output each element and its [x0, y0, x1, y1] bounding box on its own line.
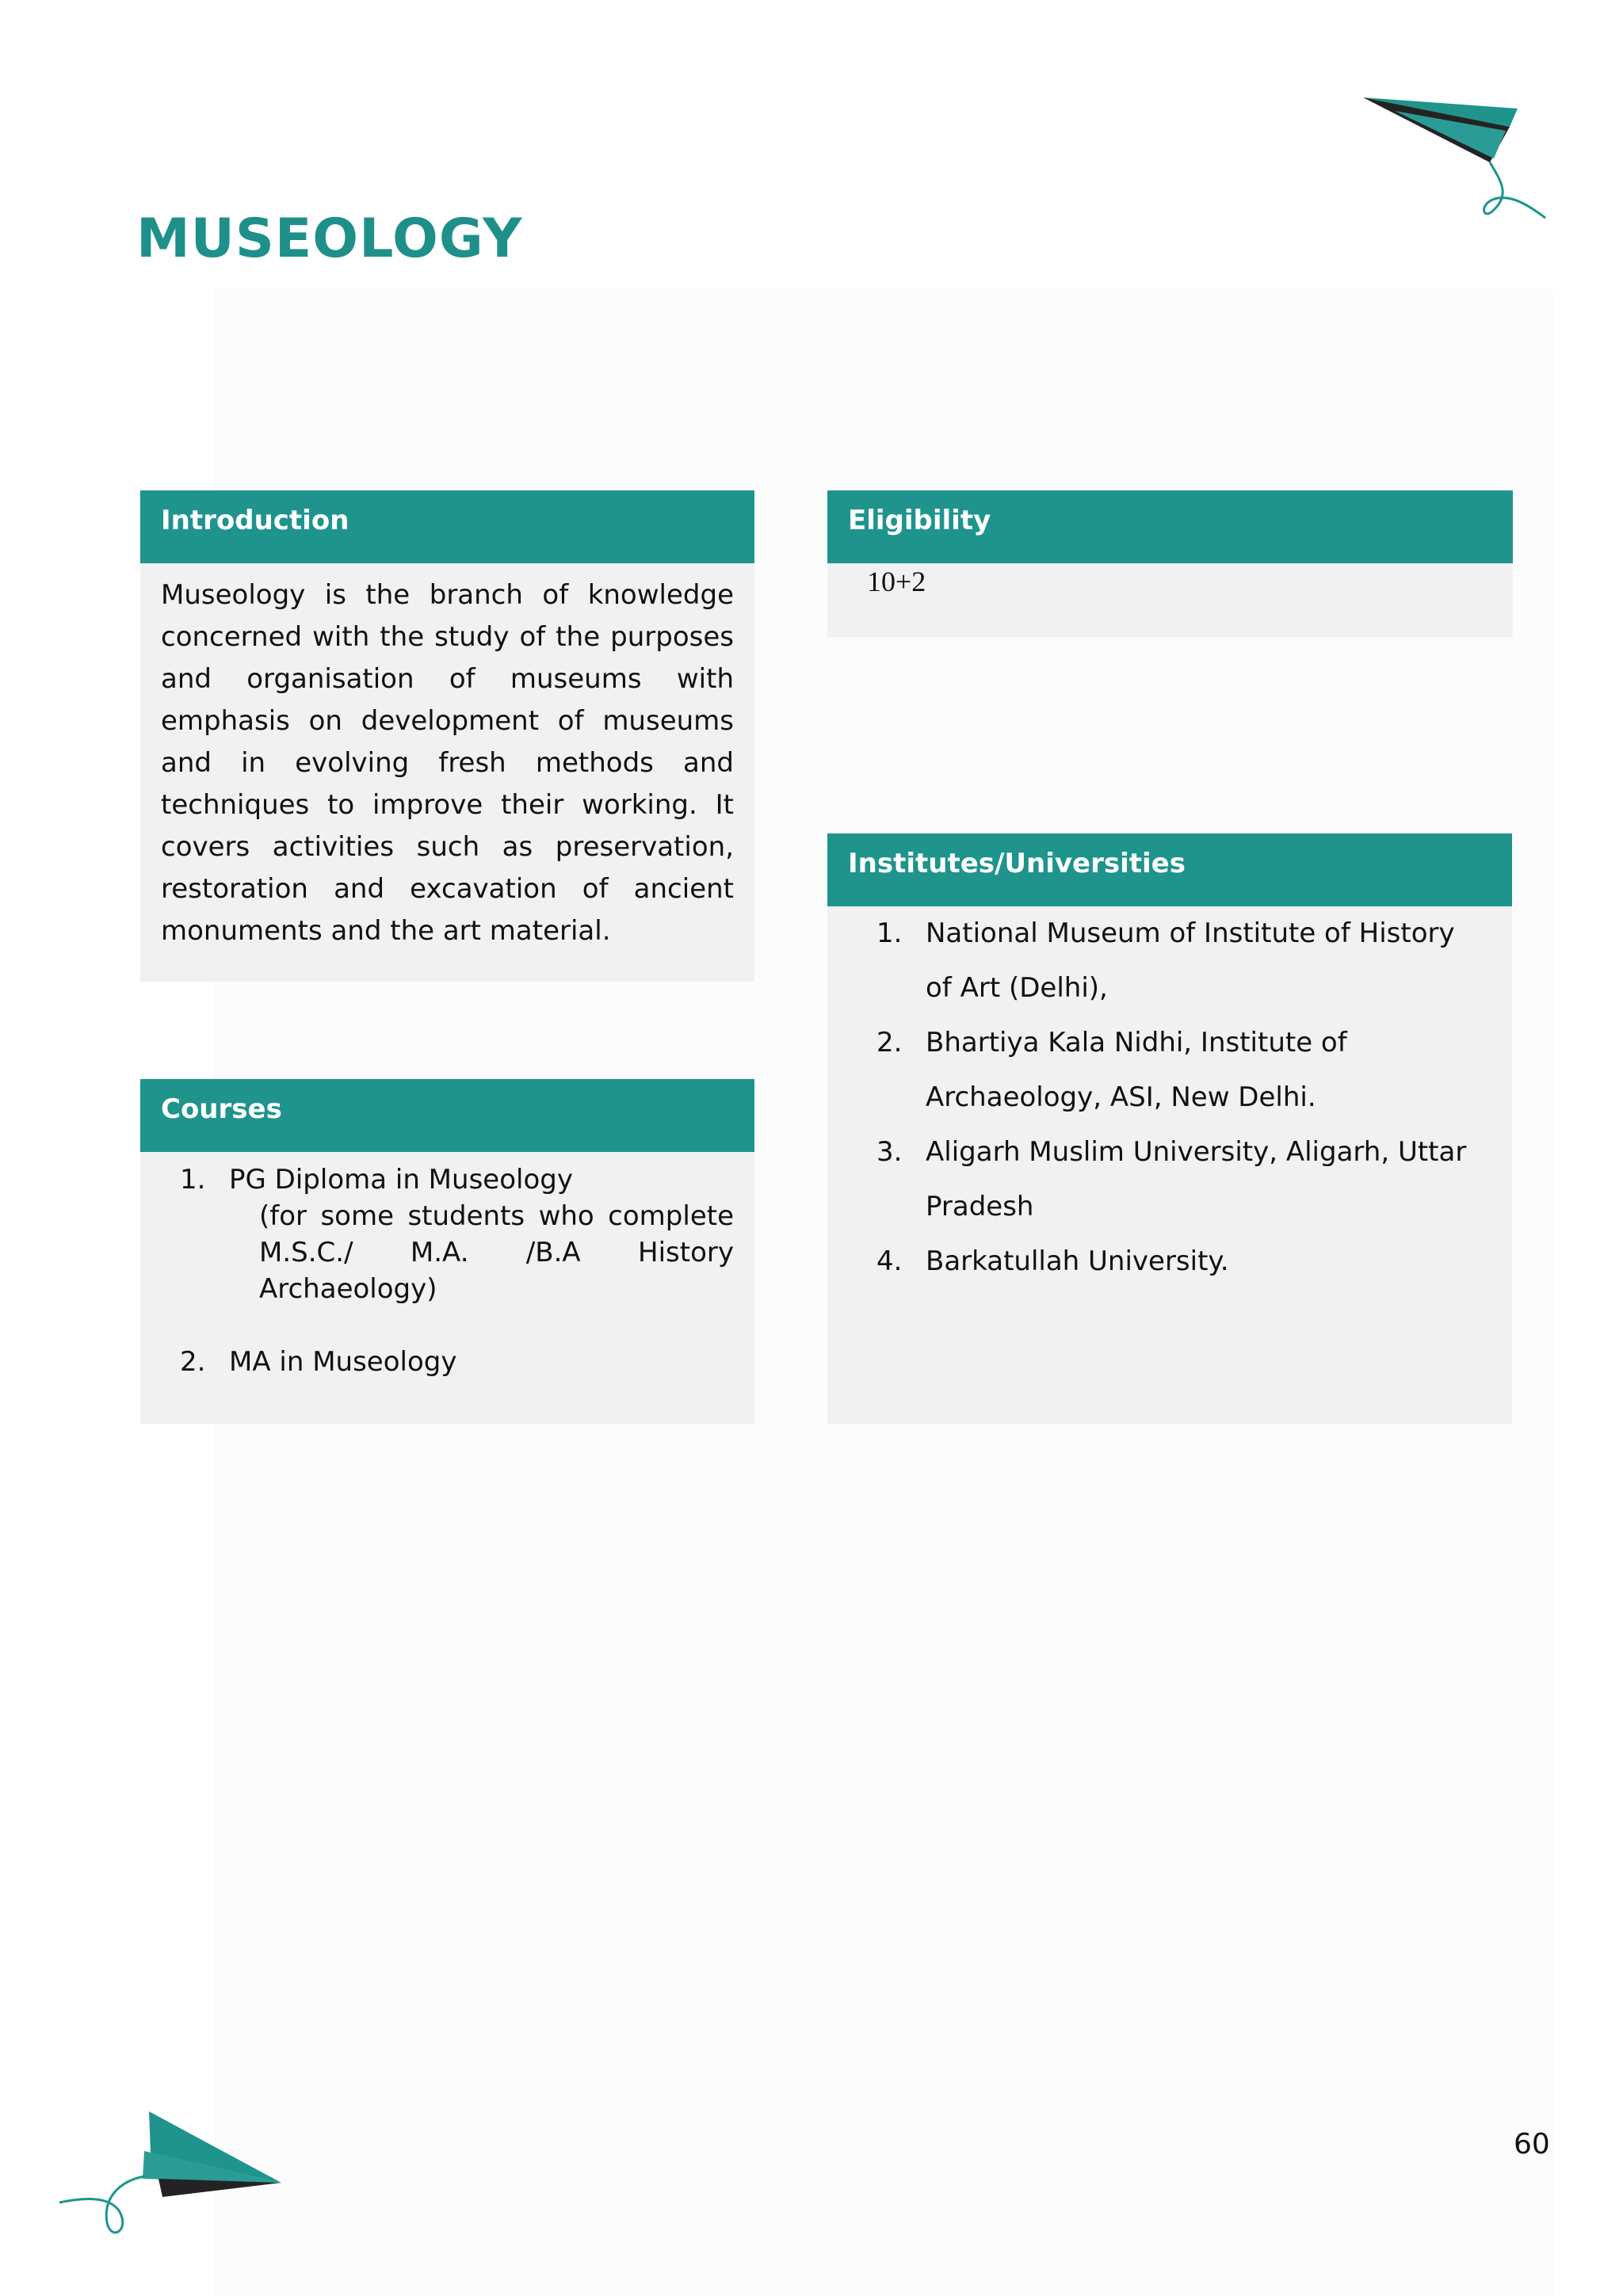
list-number: 4.	[876, 1245, 903, 1277]
list-item	[827, 1234, 1512, 1289]
courses-list	[140, 1152, 754, 1380]
page-title: MUSEOLOGY	[136, 208, 523, 270]
list-item-text: Aligarh Muslim University, Aligarh, Uttar Pradesh	[926, 1136, 1467, 1222]
paper-plane-icon-top	[1363, 91, 1553, 234]
course-title: PG Diploma in Museology	[229, 1164, 573, 1196]
institutes-card	[827, 833, 1512, 1424]
introduction-card	[140, 490, 754, 982]
institutes-list	[827, 906, 1512, 1289]
eligibility-card	[827, 490, 1513, 637]
list-number: 3.	[876, 1136, 903, 1168]
paper-plane-icon-bottom	[55, 2103, 293, 2254]
eligibility-heading: Eligibility	[827, 490, 1513, 563]
course-note: (for some students who complete M.S.C./ M.A. /B.A History Archaeology)	[259, 1200, 734, 1305]
list-item-text: National Museum of Institute of History of Art (Delhi),	[926, 917, 1455, 1004]
course-title: MA in Museology	[229, 1346, 457, 1378]
institutes-heading: Institutes/Universities	[827, 833, 1512, 906]
list-item	[140, 1161, 754, 1307]
list-item	[140, 1344, 754, 1380]
list-number: 1.	[876, 917, 903, 949]
eligibility-text: 10+2	[867, 566, 926, 597]
list-number: 2.	[180, 1346, 206, 1378]
list-item-text: Bhartiya Kala Nidhi, Institute of Archaeology, ASI, New Delhi.	[926, 1027, 1347, 1113]
list-item	[827, 906, 1512, 1016]
list-number: 2.	[876, 1027, 903, 1058]
courses-heading: Courses	[140, 1079, 754, 1152]
list-item	[827, 1016, 1512, 1125]
list-number: 1.	[180, 1164, 206, 1196]
list-item	[827, 1125, 1512, 1234]
list-item-text: Barkatullah University.	[926, 1245, 1229, 1277]
courses-card	[140, 1079, 754, 1424]
page-number: 60	[1514, 2128, 1550, 2161]
introduction-heading: Introduction	[140, 490, 754, 563]
introduction-text: Museology is the branch of knowledge concerned with the study of the purposes and organisation of museums with emphasis on development of museums and in evolving fresh methods and techniques to improve their working. It covers activities such as preservation, restoration and excavation of ancient monuments and the art material.	[161, 579, 734, 947]
